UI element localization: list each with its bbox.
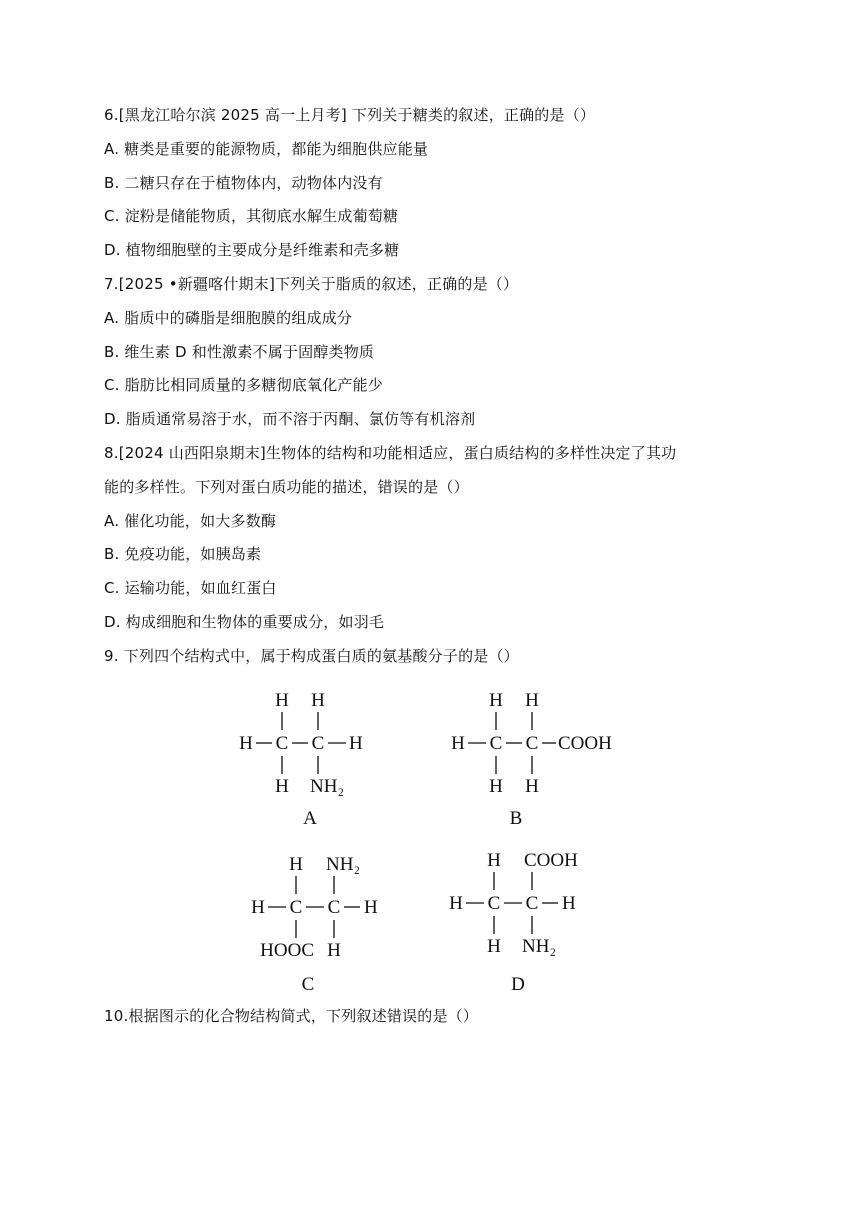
structure-c-top-2: NH₂ — [326, 854, 361, 875]
q7-option-d: D. 脂质通常易溶于水，而不溶于丙酮、氯仿等有机溶剂 — [104, 410, 476, 428]
structure-b-right: COOH — [558, 733, 612, 754]
structure-b-left: H — [451, 733, 465, 754]
structure-a-bottom-1: H — [275, 776, 289, 797]
structures-svg — [228, 684, 628, 995]
structure-b-bottom-2: H — [525, 776, 539, 797]
structure-b-carbon-1: C — [489, 733, 503, 754]
q6-option-a: A. 糖类是重要的能源物质，都能为细胞供应能量 — [104, 140, 429, 158]
structure-c-bottom-2: H — [327, 940, 341, 961]
structure-d-top-1: H — [487, 850, 501, 871]
q6-stem: 6.[黑龙江哈尔滨 2025 高一上月考] 下列关于糖类的叙述，正确的是（） — [104, 106, 596, 124]
structure-d-bottom-2: NH₂ — [522, 936, 557, 957]
structure-c-right: H — [364, 897, 378, 918]
structure-d — [449, 850, 578, 995]
structure-d-label: D — [511, 974, 525, 995]
amino-acid-structures-figure — [228, 684, 628, 995]
q6-option-d: D. 植物细胞壁的主要成分是纤维素和壳多糖 — [104, 241, 400, 259]
structure-a-carbon-2: C — [311, 733, 325, 754]
structure-a-left: H — [239, 733, 253, 754]
structure-a-right: H — [349, 733, 363, 754]
structure-c-left: H — [251, 897, 265, 918]
structure-a-top-2: H — [311, 690, 325, 711]
structure-d-carbon-2: C — [525, 893, 539, 914]
structure-b-top-1: H — [489, 690, 503, 711]
structure-c-label: C — [301, 974, 315, 995]
structure-d-top-2: COOH — [524, 850, 578, 871]
structure-b-carbon-2: C — [525, 733, 539, 754]
q8-stem-line1: 8.[2024 山西阳泉期末]生物体的结构和功能相适应，蛋白质结构的多样性决定了其功 — [104, 444, 677, 462]
q8-option-d: D. 构成细胞和生物体的重要成分，如羽毛 — [104, 613, 385, 631]
q7-option-b: B. 维生素 D 和性激素不属于固醇类物质 — [104, 343, 375, 361]
q8-stem-line2: 能的多样性。下列对蛋白质功能的描述，错误的是（） — [104, 478, 469, 496]
q6-option-c: C. 淀粉是储能物质，其彻底水解生成葡萄糖 — [104, 207, 399, 225]
structure-b — [451, 690, 612, 829]
structure-a-carbon-1: C — [275, 733, 289, 754]
structure-d-carbon-1: C — [487, 893, 501, 914]
structure-a-bottom-2: NH₂ — [310, 776, 345, 797]
q6-option-b: B. 二糖只存在于植物体内，动物体内没有 — [104, 174, 383, 192]
structure-c-carbon-2: C — [327, 897, 341, 918]
structure-c-top-1: H — [289, 854, 303, 875]
structure-d-right: H — [562, 893, 576, 914]
structure-b-bottom-1: H — [489, 776, 503, 797]
q8-option-a: A. 催化功能，如大多数酶 — [104, 512, 277, 530]
q7-option-a: A. 脂质中的磷脂是细胞膜的组成成分 — [104, 309, 353, 327]
structure-b-top-2: H — [525, 690, 539, 711]
structure-c-carbon-1: C — [289, 897, 303, 918]
q9-stem: 9. 下列四个结构式中，属于构成蛋白质的氨基酸分子的是（） — [104, 647, 519, 665]
structure-b-label: B — [509, 808, 523, 829]
structure-a-top-1: H — [275, 690, 289, 711]
q7-stem: 7.[2025 •新疆喀什期末]下列关于脂质的叙述，正确的是（） — [104, 275, 519, 293]
q7-option-c: C. 脂肪比相同质量的多糖彻底氧化产能少 — [104, 376, 384, 394]
q10-stem: 10.根据图示的化合物结构简式，下列叙述错误的是（） — [104, 1007, 479, 1025]
structure-a-label: A — [303, 808, 317, 829]
structure-d-bottom-1: H — [487, 936, 501, 957]
structure-a — [239, 690, 363, 829]
structure-d-left: H — [449, 893, 463, 914]
q8-option-b: B. 免疫功能，如胰岛素 — [104, 545, 262, 563]
structure-c — [251, 854, 378, 995]
q8-option-c: C. 运输功能，如血红蛋白 — [104, 579, 277, 597]
structure-c-bottom-1: HOOC — [260, 940, 314, 961]
